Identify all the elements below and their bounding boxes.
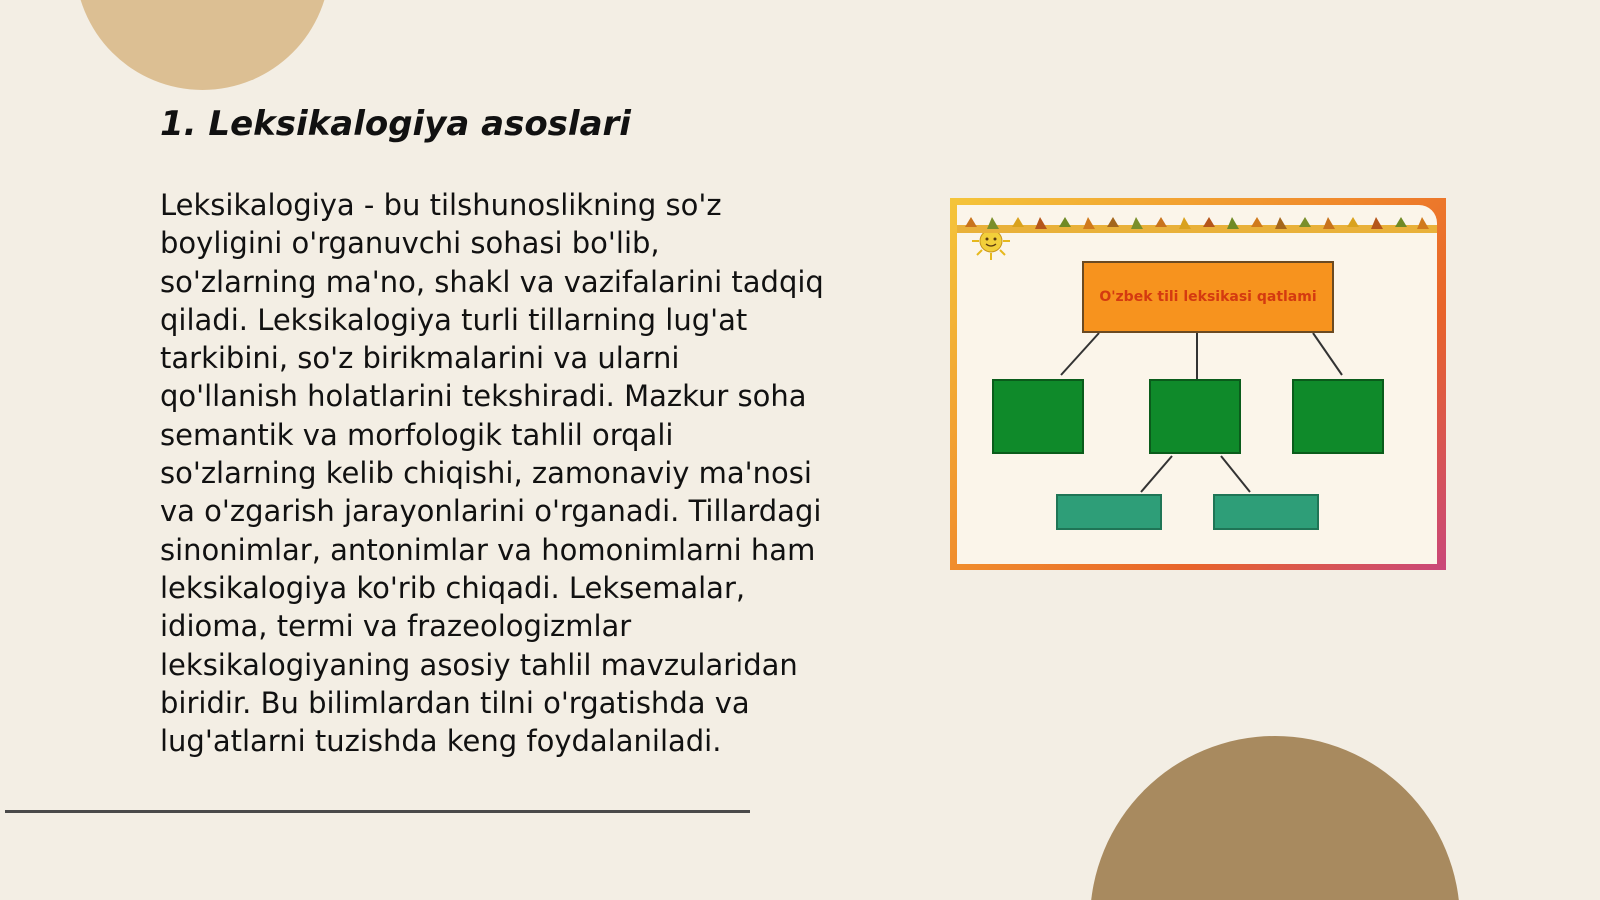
body-line: tarkibini, so'z birikmalarini va ularni (160, 341, 680, 376)
diagram-mid-node (1149, 379, 1241, 454)
body-line: leksikalogiyaning asosiy tahlil mavzularidan (160, 647, 798, 682)
autumn-leaves-border (957, 205, 1437, 233)
body-line: qiladi. Leksikalogiya turli tillarning lug'at (160, 302, 748, 337)
body-line: leksikalogiya ko'rib chiqadi. Leksemalar, (160, 570, 746, 605)
diagram-mid-node (992, 379, 1084, 454)
diagram-mid-node (1292, 379, 1384, 454)
diagram-canvas (957, 205, 1437, 564)
body-line: so'zlarning ma'no, shakl va vazifalarini tadqiq (160, 264, 824, 299)
body-line: so'zlarning kelib chiqishi, zamonaviy ma'nosi (160, 456, 812, 491)
body-paragraph (160, 186, 850, 760)
body-line: idioma, termi va frazeologizmlar (160, 609, 632, 644)
diagram-root-node: O'zbek tili leksikasi qatlami (1082, 261, 1334, 333)
diagram-leaf-node (1213, 494, 1319, 530)
diagram-leaf-node (1056, 494, 1162, 530)
decorative-circle-bottom (1090, 736, 1460, 900)
body-line: semantik va morfologik tahlil orqali (160, 417, 674, 452)
diagram-image (950, 198, 1446, 570)
body-line: va o'zgarish jarayonlarini o'rganadi. Tillardagi (160, 494, 822, 529)
body-line: qo'llanish holatlarini tekshiradi. Mazkur soha (160, 379, 807, 414)
slide-title: 1. Leksikalogiya asoslari (160, 104, 631, 144)
body-line: Leksikalogiya - bu tilshunoslikning so'z (160, 188, 722, 222)
body-line: biridir. Bu bilimlardan tilni o'rgatishda va (160, 685, 750, 720)
divider-line (5, 810, 750, 813)
body-line: boyligini o'rganuvchi sohasi bo'lib, (160, 226, 660, 261)
decorative-circle-top (75, 0, 330, 90)
body-line: sinonimlar, antonimlar va homonimlarni ham (160, 532, 816, 567)
body-line: lug'atlarni tuzishda keng foydalaniladi. (160, 724, 722, 759)
